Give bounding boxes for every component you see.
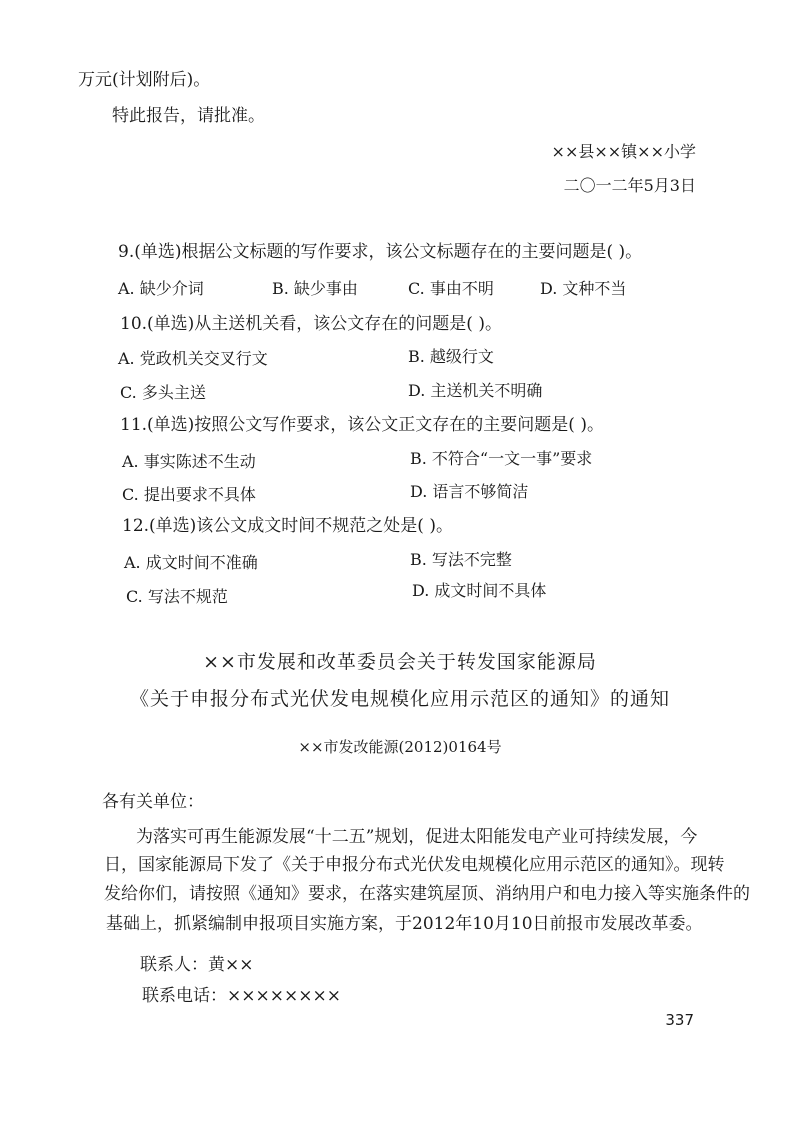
signature: ××县××镇××小学	[551, 142, 696, 161]
question-12-option-a: A. 成文时间不准确	[124, 553, 258, 572]
question-12-stem: 12.(单选)该公文成文时间不规范之处是( )。	[122, 516, 453, 536]
question-10-option-d: D. 主送机关不明确	[408, 381, 543, 400]
question-12-option-b: B. 写法不完整	[410, 550, 512, 569]
body-line-2: 日，国家能源局下发了《关于申报分布式光伏发电规模化应用示范区的通知》。现转	[104, 855, 725, 875]
previous-tail-line: 万元(计划附后)。	[78, 70, 211, 90]
closing-phrase: 特此报告，请批准。	[112, 106, 265, 126]
contact-person: 联系人：黄××	[140, 955, 254, 975]
question-12-option-d: D. 成文时间不具体	[412, 581, 547, 600]
question-10-option-c: C. 多头主送	[120, 383, 206, 402]
body-line-1: 为落实可再生能源发展“十二五”规划，促进太阳能发电产业可持续发展，今	[136, 827, 698, 847]
question-9-stem: 9.(单选)根据公文标题的写作要求，该公文标题存在的主要问题是( )。	[118, 242, 643, 262]
notice-title-line-1: ××市发展和改革委员会关于转发国家能源局	[203, 651, 597, 673]
question-10-option-a: A. 党政机关交叉行文	[118, 349, 268, 368]
salutation: 各有关单位：	[102, 792, 204, 812]
question-12-option-c: C. 写法不规范	[126, 587, 228, 606]
question-11-option-b: B. 不符合“一文一事”要求	[410, 449, 593, 468]
document-number: ××市发改能源(2012)0164号	[298, 738, 502, 756]
body-line-4: 基础上，抓紧编制申报项目实施方案，于2012年10月10日前报市发展改革委。	[106, 914, 703, 934]
question-11-option-c: C. 提出要求不具体	[122, 485, 256, 504]
question-9-option-d: D. 文种不当	[540, 279, 627, 298]
page-number: 337	[665, 1011, 694, 1029]
body-line-3: 发给你们，请按照《通知》要求，在落实建筑屋顶、消纳用户和电力接入等实施条件的	[104, 884, 750, 904]
question-10-option-b: B. 越级行文	[408, 347, 494, 366]
question-9-option-b: B. 缺少事由	[272, 279, 358, 298]
question-9-option-a: A. 缺少介词	[118, 279, 204, 298]
question-11-option-a: A. 事实陈述不生动	[122, 452, 256, 471]
contact-phone: 联系电话：××××××××	[142, 986, 341, 1006]
question-11-option-d: D. 语言不够简洁	[410, 482, 529, 501]
notice-title-line-2: 《关于申报分布式光伏发电规模化应用示范区的通知》的通知	[129, 688, 670, 710]
question-11-stem: 11.(单选)按照公文写作要求，该公文正文存在的主要问题是( )。	[120, 415, 604, 435]
document-date: 二〇一二年5月3日	[563, 176, 696, 195]
question-9-option-c: C. 事由不明	[408, 279, 494, 298]
question-10-stem: 10.(单选)从主送机关看，该公文存在的问题是( )。	[120, 314, 502, 334]
